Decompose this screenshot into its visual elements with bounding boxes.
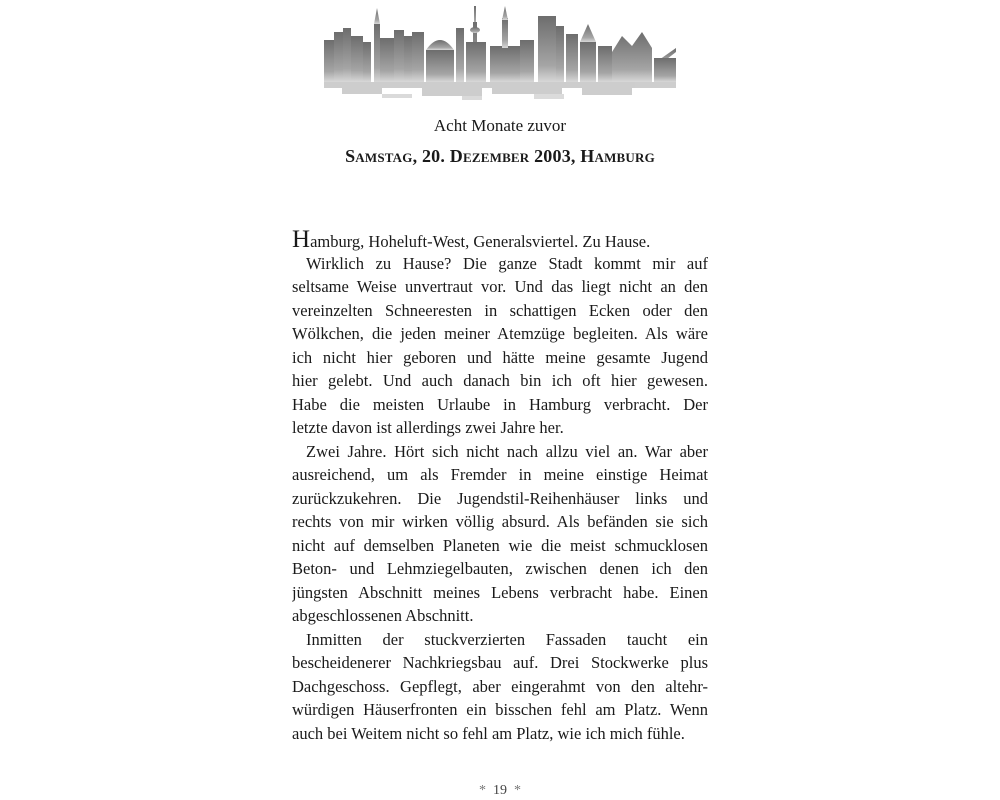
body-line: ausreichend, um als Fremder in meine einstige Heimat	[292, 465, 708, 484]
body-line: Dachgeschoss. Gepflegt, aber eingerahmt von den altehr-	[292, 676, 708, 696]
body-line: zurückzukehren. Die Jugendstil-Reihenhäuser links und	[292, 488, 708, 508]
body-line: Wölkchen, die jeden meiner Atemzüge begleiten. Als wäre	[292, 324, 708, 343]
body-line: bescheidenerer Nachkriegsbau auf. Drei Stockwerke plus	[292, 653, 708, 672]
body-line: Inmitten der stuckverzierten Fassaden taucht ein	[306, 629, 708, 649]
body-line: nicht auf demselben Planeten wie die meist schmucklosen	[292, 535, 708, 555]
page-number: 19	[493, 783, 507, 798]
body-line: würdigen Häuserfronten ein bisschen fehl am Platz. Wenn	[292, 700, 708, 719]
ornament-star-right: *	[514, 783, 521, 798]
body-line: auch bei Weitem nicht so fehl am Platz, wie ich mich fühle.	[292, 723, 685, 743]
body-line: seltsame Weise unvertraut vor. Und das liegt nicht an den	[292, 277, 708, 296]
body-line: Wirklich zu Hause? Die ganze Stadt kommt mir auf	[306, 253, 708, 273]
body-line: Zwei Jahre. Hört sich nicht nach allzu viel an. War aber	[306, 441, 708, 461]
body-line: rechts von mir wirken völlig absurd. Als befänden sie sich	[292, 512, 708, 531]
body-line: Habe die meisten Urlaube in Hamburg verbracht. Der	[292, 394, 708, 414]
body-line: Hamburg, Hoheluft-West, Generalsviertel. Zu Hause.	[292, 228, 651, 252]
drop-cap: H	[292, 228, 311, 252]
chapter-heading: Samstag, 20. Dezember 2003, Hamburg	[345, 146, 655, 166]
body-line: jüngsten Abschnitt meines Lebens verbracht habe. Einen	[292, 582, 708, 602]
body-line: vereinzelten Schneeresten in schattigen Ecken oder den	[292, 300, 708, 320]
body-line: letzte davon ist allerdings zwei Jahre her.	[292, 418, 564, 437]
body-line: Beton- und Lehmziegelbauten, zwischen denen ich den	[292, 559, 708, 578]
chapter-subtitle: Acht Monate zuvor	[433, 116, 567, 135]
chapter-body-text	[292, 228, 708, 745]
page-footer	[0, 782, 1000, 800]
ornament-star-left: *	[479, 783, 486, 798]
body-line: ich nicht hier geboren und hätte meine gesamte Jugend	[292, 347, 708, 367]
body-line: hier gelebt. Und auch danach bin ich oft hier gewesen.	[292, 371, 708, 390]
hamburg-skyline-illustration	[322, 2, 678, 102]
body-line: abgeschlossenen Abschnitt.	[292, 606, 474, 625]
